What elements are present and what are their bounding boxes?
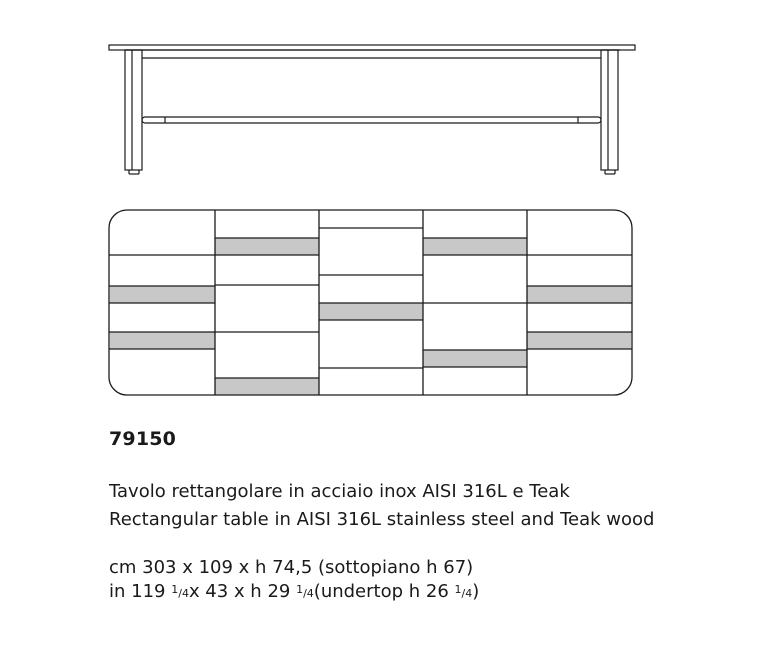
description-italian: Tavolo rettangolare in acciaio inox AISI 316L e Teak: [109, 481, 570, 502]
fraction-denominator: 4: [181, 587, 189, 600]
stretcher-bar: [142, 117, 601, 123]
description-english: Rectangular table in AISI 316L stainless steel and Teak wood: [109, 509, 655, 530]
gray-slats: [110, 238, 631, 395]
slat-lines: [109, 228, 632, 378]
dimensions-metric: cm 303 x 109 x h 74,5 (sottopiano h 67): [109, 557, 474, 578]
plan-view-drawing: [109, 210, 632, 395]
dim-imperial-suffix-a: (undertop h 26: [313, 581, 455, 602]
dim-imperial-suffix-b: ): [472, 581, 480, 602]
fraction-height: 1/4: [296, 583, 314, 600]
fraction-numerator: 1: [171, 583, 179, 596]
product-code: 79150: [109, 428, 177, 450]
dimensions-imperial: [109, 581, 479, 602]
dim-imperial-middle: x 43 x h 29: [188, 581, 297, 602]
fraction-denominator: 4: [306, 587, 314, 600]
tabletop: [109, 45, 635, 50]
fraction-length: 1/4: [171, 583, 189, 600]
fraction-denominator: 4: [465, 587, 473, 600]
fraction-undertop: 1/4: [454, 583, 473, 600]
dim-imperial-prefix: in 119: [109, 581, 172, 602]
right-leg: [601, 50, 618, 170]
left-leg: [125, 50, 142, 170]
side-elevation-drawing: [109, 45, 635, 174]
fraction-numerator: 1: [454, 583, 462, 596]
fraction-numerator: 1: [296, 583, 304, 596]
